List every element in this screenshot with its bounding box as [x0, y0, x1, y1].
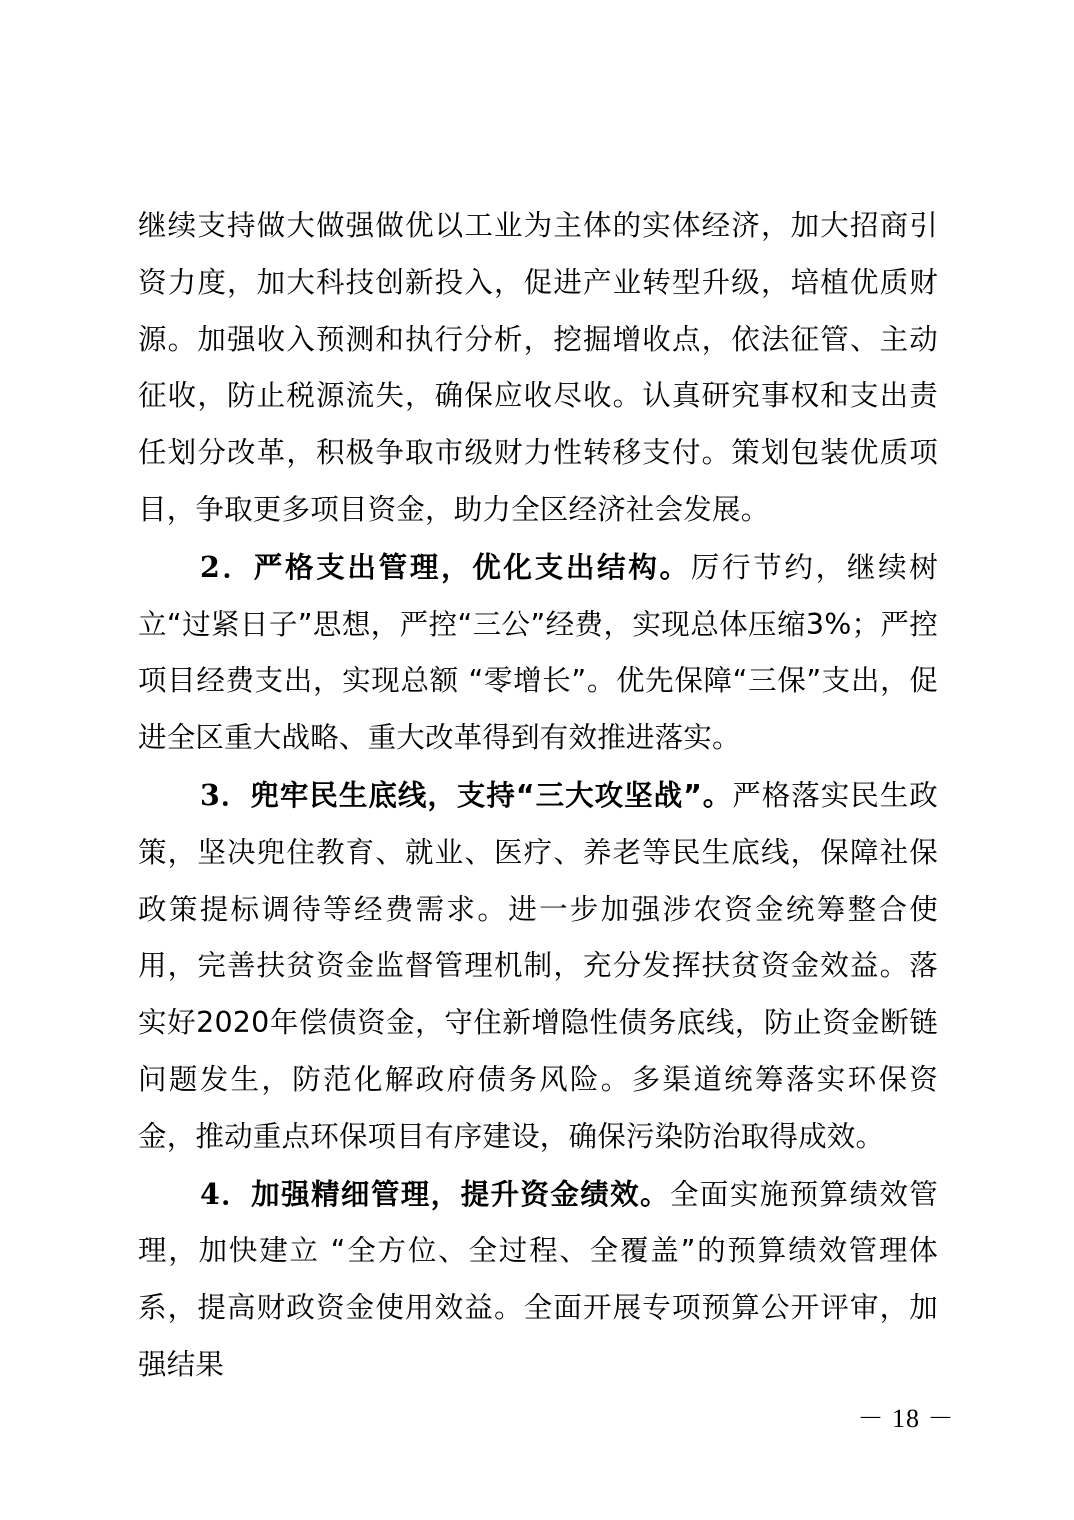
paragraph-section-4	[138, 1166, 938, 1394]
section-2-number: 2．	[200, 549, 254, 584]
paragraph-continuation	[138, 198, 938, 539]
section-2-body: 厉行节约，继续树立“过紧日子”思想，严控“三公”经费，实现总体压缩3%；严控项目经费支出，实现总额 “零增长”。优先保障“三保”支出，促进全区重大战略、重大改革得到有效推进落实。	[138, 550, 938, 755]
paragraph-section-2	[138, 539, 938, 767]
page-number: － 18 －	[857, 1404, 955, 1433]
section-3-body: 严格落实民生政策，坚决兜住教育、就业、医疗、养老等民生底线，保障社保政策提标调待等经费需求。进一步加强涉农资金统筹整合使用，完善扶贫资金监督管理机制，充分发挥扶贫资金效益。落实好2020年偿债资金，守住新增隐性债务底线，防止资金断链问题发生，防范化解政府债务风险。多渠道统筹落实环保资金，推动重点环保项目有序建设，确保污染防治取得成效。	[138, 778, 938, 1153]
section-4-heading: 加强精细管理，提升资金绩效。	[251, 1177, 670, 1211]
section-2-heading: 严格支出管理，优化支出结构。	[253, 550, 691, 584]
section-3-number: 3．	[200, 777, 251, 812]
paragraph-1-body: 继续支持做大做强做优以工业为主体的实体经济，加大招商引资力度，加大科技创新投入，促进产业转型升级，培植优质财源。加强收入预测和执行分析，挖掘增收点，依法征管、主动征收，防止税源流失，确保应收尽收。认真研究事权和支出责任划分改革，积极争取市级财力性转移支付。策划包装优质项目，争取更多项目资金，助力全区经济社会发展。	[138, 209, 938, 526]
section-4-number: 4．	[200, 1176, 252, 1211]
document-body	[138, 198, 938, 1394]
section-3-heading: 兜牢民生底线，支持“三大攻坚战”。	[250, 778, 733, 812]
paragraph-section-3	[138, 767, 938, 1166]
section-4-body: 全面实施预算绩效管理，加快建立 “全方位、全过程、全覆盖”的预算绩效管理体系，提高财政资金使用效益。全面开展专项预算公开评审，加强结果	[138, 1177, 938, 1381]
